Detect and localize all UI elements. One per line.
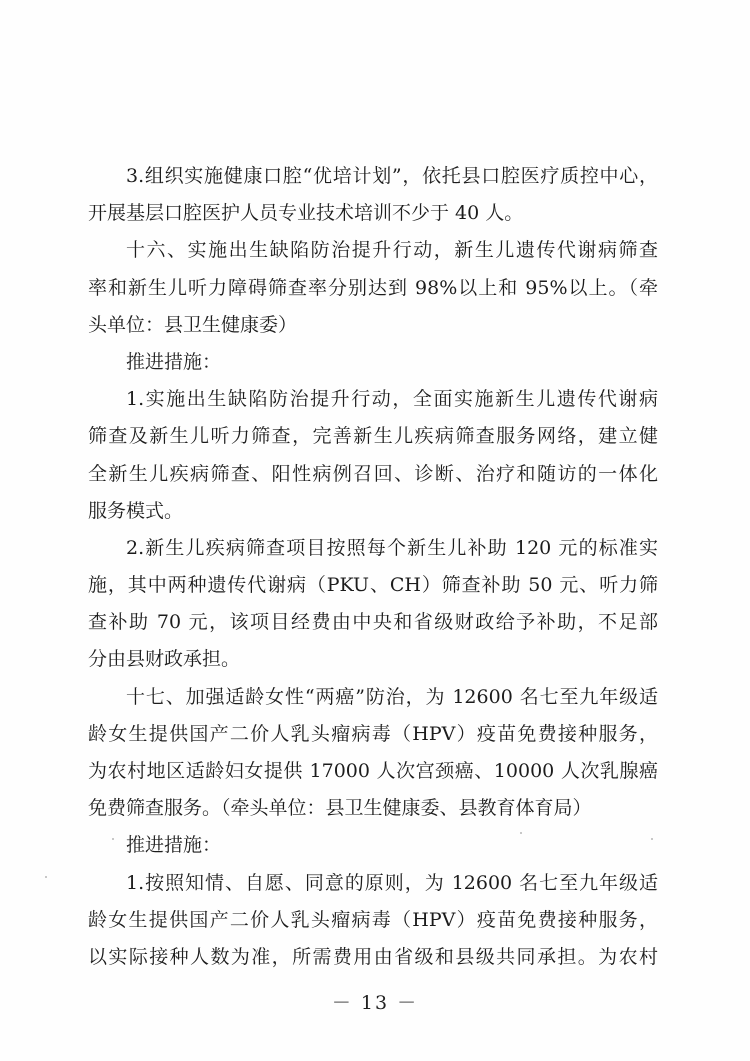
scan-speck: [45, 876, 47, 878]
paragraph-oral-health-training: [88, 158, 658, 232]
text-line: 龄女生提供国产二价人乳头瘤病毒（HPV）疫苗免费接种服务，: [88, 908, 658, 931]
scan-speck: [651, 838, 653, 840]
text-line: 施，其中两种遗传代谢病（PKU、CH）筛查补助 50 元、听力筛: [88, 574, 658, 597]
text-line: 1.实施出生缺陷防治提升行动，全面实施新生儿遗传代谢病: [126, 388, 658, 411]
paragraph-hpv-measure-1: [88, 865, 658, 977]
text-line: 开展基层口腔医护人员专业技术培训不少于 40 人。: [88, 202, 524, 225]
text-line: 全新生儿疾病筛查、阳性病例召回、诊断、治疗和随访的一体化: [88, 462, 658, 485]
paragraph-screening-measure-2: [88, 530, 658, 679]
text-line: 率和新生儿听力障碍筛查率分别达到 98%以上和 95%以上。（牵: [88, 276, 658, 299]
text-line: 分由县财政承担。: [88, 648, 241, 671]
paragraph-two-cancers-item-17: [88, 679, 658, 828]
text-line: 筛查及新生儿听力筛查，完善新生儿疾病筛查服务网络，建立健: [88, 425, 658, 448]
page-number: － 13 －: [331, 992, 419, 1014]
paragraph-measures-heading-2: [88, 827, 658, 864]
text-line: 1.按照知情、自愿、同意的原则，为 12600 名七至九年级适: [126, 871, 658, 894]
text-line: 3.组织实施健康口腔“优培计划”，依托县口腔医疗质控中心，: [126, 165, 658, 187]
text-line: 免费筛查服务。（牵头单位：县卫生健康委、县教育体育局）: [88, 797, 592, 820]
text-line: 十七、加强适龄女性“两癌”防治，为 12600 名七至九年级适: [126, 685, 658, 708]
document-body: [88, 158, 658, 976]
paragraph-birth-defect-item-16: [88, 232, 658, 344]
text-line: 服务模式。: [88, 499, 184, 522]
text-line: 查补助 70 元，该项目经费由中央和省级财政给予补助，不足部: [88, 611, 658, 634]
scan-speck: [112, 838, 114, 840]
paragraph-measures-heading: [88, 344, 658, 381]
text-line: 十六、实施出生缺陷防治提升行动，新生儿遗传代谢病筛查: [126, 239, 658, 262]
text-line: 推进措施：: [126, 834, 222, 857]
text-line: 为农村地区适龄妇女提供 17000 人次宫颈癌、10000 人次乳腺癌: [88, 760, 658, 782]
text-line: 推进措施：: [126, 350, 222, 373]
text-line: 以实际接种人数为准，所需费用由省级和县级共同承担。为农村: [88, 945, 658, 968]
scan-speck: [520, 832, 522, 834]
paragraph-screening-measure-1: [88, 381, 658, 530]
text-line: 头单位：县卫生健康委）: [88, 313, 298, 336]
text-line: 龄女生提供国产二价人乳头瘤病毒（HPV）疫苗免费接种服务，: [88, 722, 658, 745]
text-line: 2.新生儿疾病筛查项目按照每个新生儿补助 120 元的标准实: [126, 536, 658, 559]
